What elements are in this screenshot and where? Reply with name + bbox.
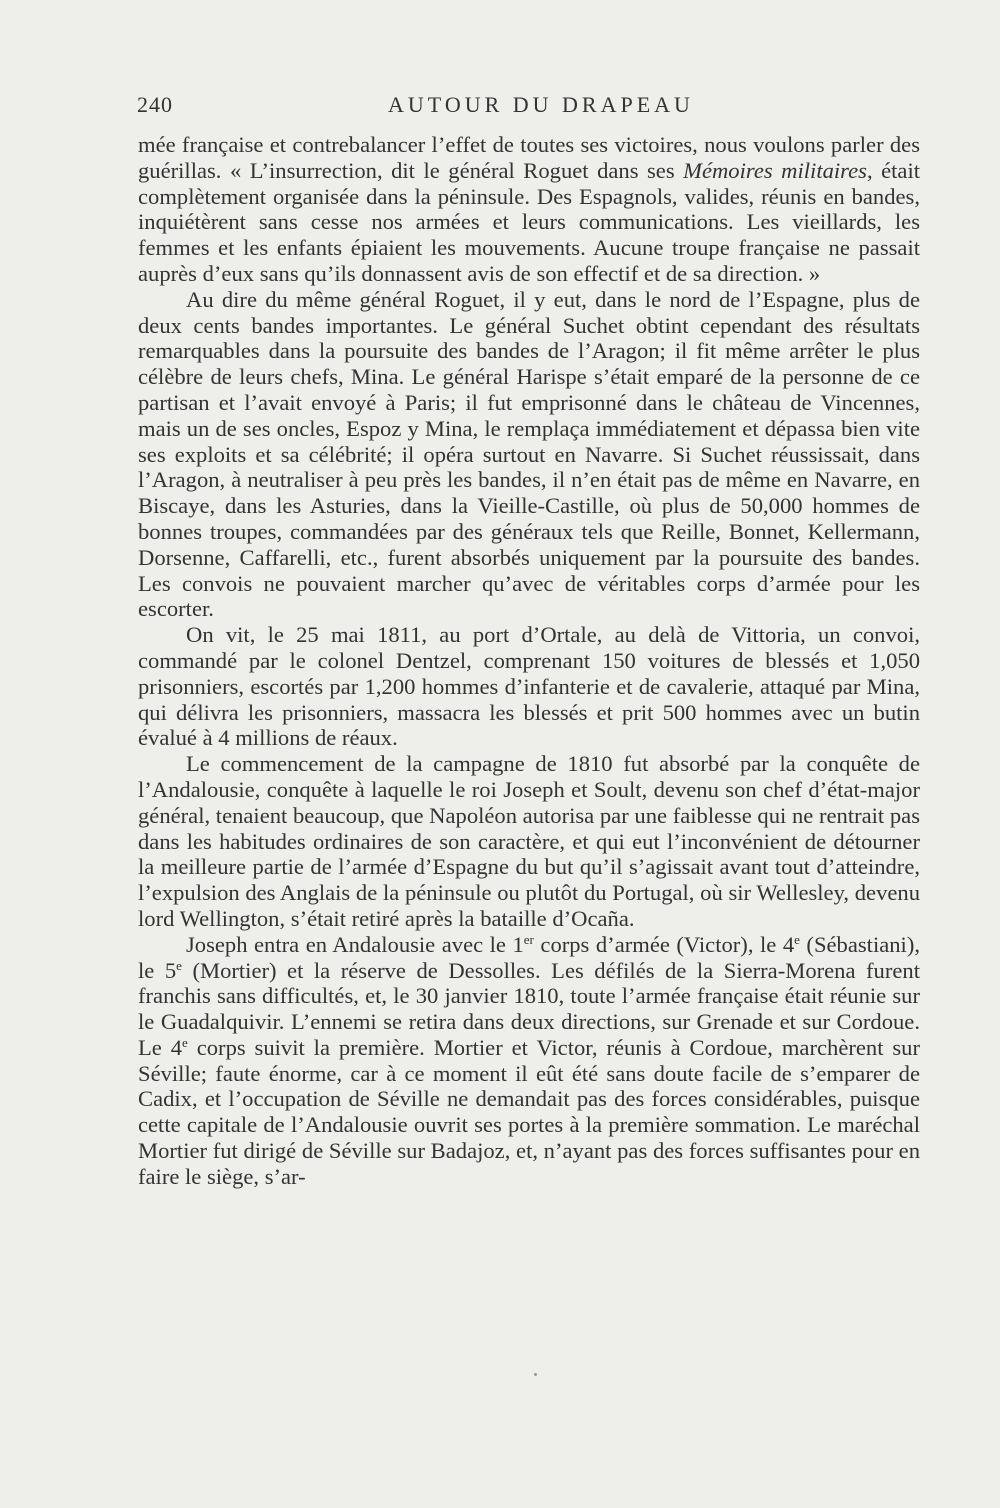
paragraph-2: Au dire du même général Roguet, il y eut, dans le nord de l’Espagne, plus de deux cents bandes importantes. Le général Suchet obtint cependant des résultats remarquables dans la poursuite des bandes de l’Aragon; il fit même arrêter le plus célèbre de leurs chefs, Mina. Le général Harispe s’était emparé de la personne de ce partisan et l’avait envoyé à Paris; il fut emprisonné dans le château de Vincennes, mais un de ses oncles, Espoz y Mina, le remplaça immédiatement et dépassa bien vite ses exploits et sa célébrité; il opéra surtout en Navarre. Si Suchet réussissait, dans l’Aragon, à neutraliser à peu près les bandes, il n’en était pas de même en Navarre, en Biscaye, dans les Asturies, dans la Vieille-Castille, où plus de 50,000 hommes de bonnes troupes, commandées par des généraux tels que Reille, Bonnet, Kellermann, Dorsenne, Caffarelli, etc., furent absorbés uniquement par la poursuite des bandes. Les convois ne pouvaient marcher qu’avec de véritables corps d’armée pour les escorter. <box>138 286 920 622</box>
paragraph-5-text-b: corps d’armée (Victor), le 4 <box>533 931 795 957</box>
paragraph-5-text-a: Joseph entra en Andalousie avec le 1 <box>186 931 524 957</box>
ordinal-superscript: er <box>523 931 534 947</box>
running-header <box>0 92 1000 122</box>
paper-speck <box>534 1373 537 1376</box>
paragraph-1 <box>138 132 920 287</box>
paragraph-5-text-d: (Mortier) et la réserve de Dessolles. Les défilés de la Sierra-Morena furent franchis sans difficultés, et, le 30 janvier 1810, toute l’armée française était réunie sur le Guadalquivir. L’ennemi se retira dans deux directions, sur Grenade et sur Cordoue. Le 4 <box>138 957 920 1060</box>
ordinal-superscript: e <box>182 1034 188 1050</box>
paragraph-5 <box>138 932 920 1190</box>
paragraph-1-text-a: mée française et contrebalancer l’effet de toutes ses victoires, nous voulons parler des guérillas. « L’insurrection, dit le général Roguet dans ses <box>138 132 920 183</box>
ordinal-superscript: e <box>176 957 182 973</box>
paragraph-5-text-c: (Sébastiani), le 5 <box>138 931 920 983</box>
body-text <box>138 132 920 1190</box>
page-number: 240 <box>137 92 173 117</box>
paragraph-3: On vit, le 25 mai 1811, au port d’Ortale, au delà de Vittoria, un convoi, commandé par le colonel Dentzel, comprenant 150 voitures de blessés et 1,050 prisonniers, escortés par 1,200 hommes d’infanterie et de cavalerie, attaqué par Mina, qui délivra les prisonniers, massacra les blessés et prit 500 hommes avec un butin évalué à 4 millions de réaux. <box>138 622 920 751</box>
paragraph-5-text-e: corps suivit la première. Mortier et Victor, réunis à Cordoue, marchèrent sur Séville; faute énorme, car à ce moment il eût été sans doute facile de s’emparer de Cadix, et l’occupation de Séville ne demandait pas des forces considérables, puisque cette capitale de l’Andalousie ouvrit ses portes à la première sommation. Le maréchal Mortier fut dirigé de Séville sur Badajoz, et, n’ayant pas des forces suffisantes pour en faire le siège, s’ar- <box>138 1034 920 1189</box>
book-title: Mémoires militaires <box>683 157 867 183</box>
paragraph-4: Le commencement de la campagne de 1810 fut absorbé par la conquête de l’Andalousie, conquête à laquelle le roi Joseph et Soult, devenu son chef d’état-major général, tenaient beaucoup, que Napoléon autorisa par une faiblesse qui ne rentrait pas dans les habitudes ordinaires de son caractère, et qui eut l’inconvénient de détourner la meilleure partie de l’armée d’Espagne du but qu’il s’agissait avant tout d’atteindre, l’expulsion des Anglais de la péninsule ou plutôt du Portugal, où sir Wellesley, devenu lord Wellington, s’était retiré après la bataille d’Ocaña. <box>138 751 920 931</box>
ordinal-superscript: e <box>794 931 800 947</box>
running-title: AUTOUR DU DRAPEAU <box>388 92 694 117</box>
paragraph-1-text-b: , était complètement organisée dans la péninsule. Des Espagnols, valides, réunis en bandes, inquiétèrent sans cesse nos armées et leurs communications. Les vieillards, les femmes et les enfants épiaient les mouvements. Aucune troupe française ne passait auprès d’eux sans qu’ils donnassent avis de son effectif et de sa direction. » <box>138 157 921 286</box>
